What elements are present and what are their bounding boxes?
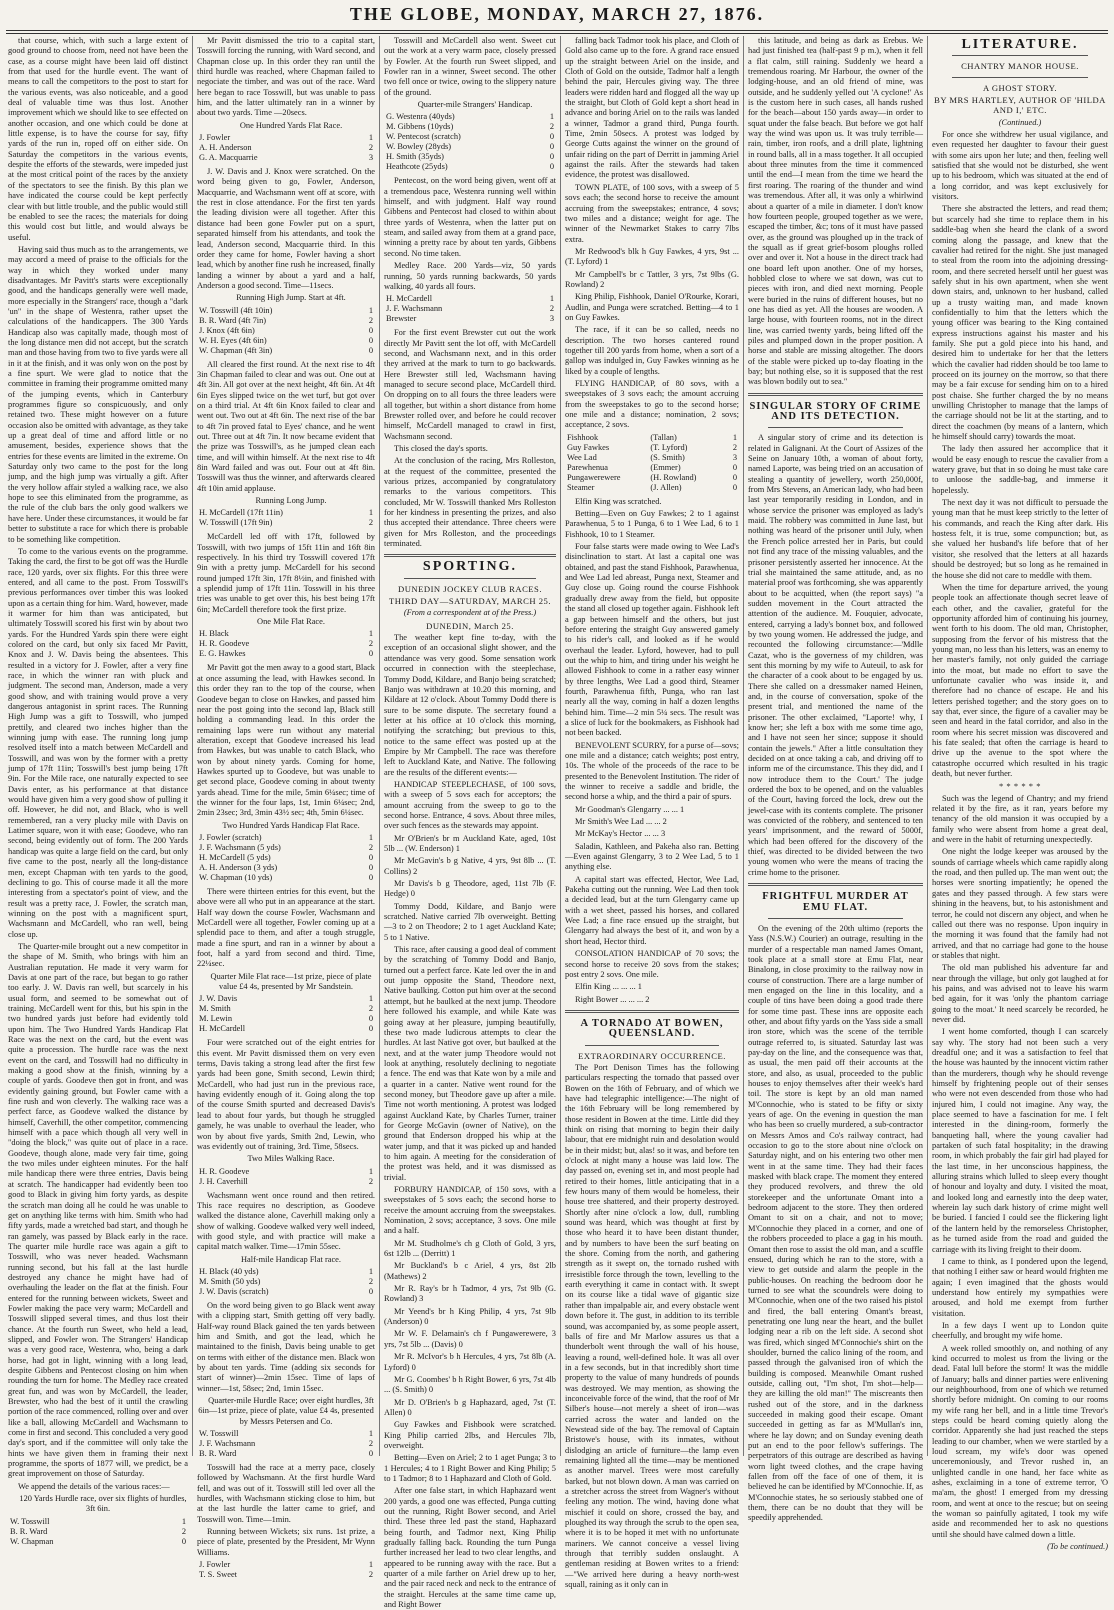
result-row bbox=[197, 994, 375, 1004]
article-paragraph: falling back Tadmor took his place, and Cloth of Gold also came up to the fore. A grand race ensued up the straight between Ariel on the inside, and Cloth of Gold on the outside, Tadmor half a length behind the pair, Hercules giving way. The three leaders were ridden hard and flogged all the way up the straight, but Cloth of Gold kept a short head in advance and boring Ariel on to the rails was landed a winner, Tadmor a grand third, Punga fourth. Time, 2min 50secs. A protest was lodged by George Cutts against the winner on the ground of unfair riding on the part of Derritt in jamming Ariel against the rails. After the stewards had taken evidence, the protest was disallowed. bbox=[565, 36, 739, 180]
placing: 2 bbox=[181, 1526, 186, 1536]
article-paragraph: Four were scratched out of the eight entries for this event. Mr Pavitt dismissed them on very even terms, Davis taking a strong lead after the first few yards had been gone, Smith second, Lewin third; McCardell, who had just run in the previous race, having evidently enough of it. Going along the top of the course Smith spurted and decreased Davis's lead to about four yards, but though he struggled gamely, he was unable to overhaul the leader, who won by about five yards, Smith 2nd, Lewin, who was evidently out of training, 3rd. Time, 58secs. bbox=[197, 1038, 375, 1151]
rider: (Tallan) bbox=[650, 432, 677, 442]
result-row bbox=[197, 1429, 375, 1439]
article-paragraph: FLYING HANDICAP, of 80 sovs, with a sweepstakes of 3 sovs each; the amount accruing from the sweepstakes to go to the second horse; one mile and a distance; nomination, 2 sovs; acceptance, 2 sovs. bbox=[565, 379, 739, 430]
section-heading: SPORTING. bbox=[422, 559, 518, 575]
article-paragraph: The weather kept fine to-day, with the exception of an occasional slight shower, and the attendance was very good. Some sensation work occurred in connection with the steeplechase, Tommy Dodd, Kildare, and Banjo being scratched; Banjo was withdrawn at 10.20 this morning, and Kildare at 12 o'clock. About Tommy Dodd there is sure to be some dispute. The secretary found a letter at his office at 10 o'clock this morning, notifying the scratching; but previous to this, notice to the same effect was posted up at the Empire by Mr Campbell. The race was therefore left to Auckland Kate, and Native. The following are the results of the different events:— bbox=[384, 633, 556, 777]
placing: 0 bbox=[732, 472, 737, 482]
article-subheading: THIRD DAY—SATURDAY, MARCH 25. bbox=[389, 596, 551, 607]
article-paragraph: Wachsmann went once round and then retired. This race requires no description, as Goodeve walked the distance alone, Caverhill making only a show of walking. Goodeve walked very well indeed, with good style, and with practice will make a capital match walker. Time—17min 55sec. bbox=[197, 1190, 375, 1252]
results-table bbox=[384, 112, 556, 172]
result-row bbox=[197, 853, 375, 863]
article-paragraph: One night the lodge keeper was aroused by the sounds of carriage wheels which came rapidly along the road, and then pulled up. The man went out; the horses were snorting impatiently; he opened the gates and they passed through. A few stars were shining in the heavens, but, to his astonishment and terror, he could not discern any object, and when he called out there was no response. Upon inquiry in the morning it was found that the family had not arrived, and that no carriage had gone to the house or stables that night. bbox=[932, 847, 1108, 960]
divider bbox=[585, 1045, 719, 1046]
column-divider bbox=[192, 36, 193, 1456]
entrant-name: Parewhenua bbox=[567, 462, 608, 472]
placing: 2 bbox=[368, 315, 373, 325]
entrant-name: J. Knox (4ft 6in) bbox=[199, 325, 255, 335]
placing: 0 bbox=[368, 872, 373, 882]
divider bbox=[404, 578, 536, 579]
article-paragraph: J. W. Davis and J. Knox were scratched. On the word being given to go, Fowler, Anderson, Macquarrie, and Wachsmann went off at score, with the rest in close attendance. For the first ten yards the leading division were all together. After this distance had been gone Fowler put on a spurt, separated himself from his attendants, and took the lead, Anderson second, Macquarrie third. In this order they came for home, Fowler having a short lead, which by another fine rush he increased, finally landing a winner by about a yard and a half, Anderson a good second. Time—11secs. bbox=[197, 167, 375, 290]
article-subheading: EXTRAORDINARY OCCURRENCE. bbox=[578, 1050, 726, 1061]
race-title: Running Long Jump. bbox=[255, 496, 327, 506]
race-title: One Mile Flat Race. bbox=[257, 617, 325, 627]
result-row bbox=[197, 1570, 375, 1580]
placing: 3 bbox=[549, 314, 554, 324]
entrant-name: T. S. Sweet bbox=[199, 1570, 237, 1580]
entrant-name: M. Smith bbox=[199, 1004, 231, 1014]
article-paragraph: We append the details of the various races:— bbox=[18, 1481, 170, 1491]
entrant-name: M. Gibbens (10yds) bbox=[386, 122, 454, 132]
rider: (S. Smith) bbox=[650, 452, 685, 462]
placing: 0 bbox=[368, 649, 373, 659]
article-paragraph: For once she withdrew her usual vigilance, and even requested her daughter to favour their guest with some airs upon her lute; and then, feeling well satisfied that she would not be disturbed, she went up to his bedroom, which was situated at the end of a long corridor, and was kept exclusively for visitors. bbox=[932, 130, 1108, 202]
race-title: Running High Jump. Start at 4ft. bbox=[236, 293, 346, 303]
entrant-name: W. Tosswill (4ft 10in) bbox=[199, 305, 273, 315]
entrant-name: J. Fowler (scratch) bbox=[199, 832, 262, 842]
result-row bbox=[197, 1439, 375, 1449]
placing: 2 bbox=[368, 1176, 373, 1186]
entrant-name: H. R. Goodeve bbox=[199, 1166, 250, 1176]
article-paragraph: This closed the day's sports. bbox=[394, 443, 488, 453]
result-row bbox=[197, 843, 375, 853]
entrant-name: A. H. Anderson (3 yds) bbox=[199, 862, 278, 872]
result-row bbox=[197, 326, 375, 336]
entry-line: Elfin King ... ... ... 1 bbox=[575, 982, 642, 992]
placing: 0 bbox=[368, 325, 373, 335]
article-paragraph: The lady then assured her accomplice that it would be easy enough to rescue the cavalier from a watery grave, but that in so doing he must take care to unloose the saddle-bag, and immerse it hopelessly. bbox=[932, 444, 1108, 495]
result-row bbox=[384, 142, 556, 152]
entrant-name: Guy Fawkes bbox=[567, 442, 610, 452]
article-paragraph: Having said thus much as to the arrangements, we may accord a meed of praise to the officials for the way in which they worked under many disadvantages. Mr Pavitt's starts were exceptionally good, and the handicaps generally were well made, more especially in the Strangers' race, though a "dark 'un" in the shape of Westenra, rather upset the calculations of the handicappers. The 300 Yards Handicap also was capitally made, though most of the long distance men did not accept, but the scratch man and those having from two to five yards were all in it at the finish, and it was only won on the post by a fine spurt. We were glad to notice that the committee in framing their programme omitted many of the jumping events, which in Canterbury programmes figure so conspicuously, and only retained two. These might however on a future occasion also be omitted with advantage, as they take up a great deal of time and afford little or no amusement, besides, experience shows that the entries for these events are limited in the extreme. On Saturday only two came to the post for the long jump, and the high jump was virtually a gift. After the very hollow affair styled a walking race, we also hope to see this eliminated from the programme, as the rule of the club bars the only good walkers we have here. Under these circumstances, it would be far better to substitute a race for which there is probable to be something like competition. bbox=[8, 244, 188, 544]
placing: 3 bbox=[732, 452, 737, 462]
entry-line: Mr R. McIvor's b h Hercules, 4 yrs, 7st 8lb (A. Lyford) 0 bbox=[384, 1352, 556, 1372]
results-table bbox=[384, 294, 556, 324]
section-divider bbox=[748, 883, 923, 886]
article-paragraph: A week rolled smoothly on, and nothing of any kind occurred to molest us from the living or the dead. Fatal lull before the storm! It was the middle of January; balls and dinner parties were enlivening our neighbourhood, from one of which we returned shortly before midnight. On coming to our rooms my wife rang her bell, and in a little time Trevor's steps could be heard coming quietly along the corridor. Apparently she had just reached the steps leading to our chamber, when we were startled by a loud scream, my wife's door was opened unceremoniously, and Trevor rushed in, an unlighted candle in one hand, her face white as ashes, exclaiming in a tone of extreme terror, 'O ma'am, the ghost! I emerged from my dressing room, and went at once to the rescue; but on seeing the woman so painfully agitated, I took my wife aside and recommended her to ask no questions until she should have calmed down a little. bbox=[932, 1343, 1108, 1539]
result-row bbox=[197, 1560, 375, 1570]
entrant-name: Brewster bbox=[386, 314, 417, 324]
column-6 bbox=[932, 36, 1108, 1552]
placing: 0 bbox=[549, 132, 554, 142]
result-row bbox=[197, 1449, 375, 1459]
placing: 1 bbox=[549, 294, 554, 304]
article-paragraph: Saladin, Kathleen, and Pakeha also ran. Betting—Even against Glengarry, 3 to 2 Wee Lad, 5 to 1 anything else. bbox=[565, 841, 739, 872]
result-row bbox=[384, 112, 556, 122]
placing: 0 bbox=[368, 1286, 373, 1296]
article-paragraph: Tommy Dodd, Kildare, and Banjo were scratched. Native carried 7lb overweight. Betting—3 to 2 on Theodore; 2 to 1 aget Auckland Kate; 5 to 1 Native. bbox=[384, 901, 556, 942]
article-paragraph: On the word being given to go Black went away with a clipping start, Smith getting off very badly. Half-way round Black gained the ten yards between him and Smith, and got the lead, which he maintained to the finish, Davis being unable to get on terms with either of the distance men. Black won by about ten yards. Time (adding six seconds for start of winner)—2min 15sec. Time of laps of winner—1st, 58sec; 2nd, 1min 15sec. bbox=[197, 1300, 375, 1393]
section-divider bbox=[384, 554, 556, 557]
entrant-name: J. F. Wachsmann bbox=[199, 1439, 256, 1449]
article-paragraph: I came to think, as I pondered upon the legend, that nothing I either saw or heard would frighten me again; I even imagined that the ghosts would understand how entirely my sympathies were aroused, and hold me exempt from further visitation. bbox=[932, 1256, 1108, 1318]
article-paragraph: Medley Race. 200 Yards—viz, 50 yards running, 50 yards running backwards, 50 yards walking, 40 yards all fours. bbox=[384, 261, 556, 291]
placing: 0 bbox=[368, 1449, 373, 1459]
entrant-name: W. Chapman (4ft 3in) bbox=[199, 345, 273, 355]
placing: 1 bbox=[368, 1266, 373, 1276]
result-row bbox=[384, 152, 556, 162]
article-paragraph: CONSOLATION HANDICAP of 70 sovs; the second horse to receive 20 sovs from the stakes; post entry 2 sovs. One mile. bbox=[565, 949, 739, 979]
masthead-rule-2 bbox=[6, 33, 1108, 34]
article-paragraph: When the time for departure arrived, the young people took an affectionate though secret leave of each other, and the cavalier, grateful for the opportunity afforded him of continuing his journey, went forth to his doom. The old man, Christopher, supposing from the fervor of his mistress that the young man, no less than his letters, was an enemy to her master's family, not only guided the carriage into the moat, but made no effort to save the unfortunate cavalier who was inside it, and therefore had no chance of escape. He and his letters perished together; and the story goes on to say that, ever since, the figure of a cavalier may be seen and heard in the fatal corridor, and also in the room where his secret mission was discovered and his fate sealed; that often the carriage is heard to drive up the avenue to the spot where the catastrophe occurred which resulted in his tragic death, but never further. bbox=[932, 582, 1108, 779]
result-row bbox=[384, 304, 556, 314]
entrant-name: H. McCardell bbox=[386, 294, 433, 304]
race-title: Two Hundred Yards Handicap Flat Race. bbox=[222, 820, 360, 830]
article-paragraph: McCardell led off with 17ft, followed by Tosswill, with two jumps of 15ft 11in and 16ft 8in respectively. In his third try Tosswill covered 17ft 9in with a pretty jump. McCardell for his second round jumped 17ft 3in, 17ft 8½in, and finished with a splendid jump of 17ft 11in. Tosswill in his three tries was unable to get over this, his best being 17ft 6in; McCardell therefore took the first prize. bbox=[197, 532, 375, 614]
article-paragraph: King Philip, Fishhook, Daniel O'Rourke, Korari, Audlin, and Punga were scratched. Betting—4 to 1 on Guy Fawkes. bbox=[565, 292, 739, 322]
article-paragraph: Elfin King was scratched. bbox=[575, 496, 662, 506]
result-row bbox=[197, 508, 375, 518]
entrant-name: W. Pentecost (scratch) bbox=[386, 132, 461, 142]
rider: (J. Allen) bbox=[650, 482, 682, 492]
entrant-name: B. R. Ward bbox=[10, 1526, 48, 1536]
entrant-name: W. Tosswill bbox=[10, 1516, 50, 1526]
race-title: Quarter-mile Hurdle Race; over eight hurdles, 3ft 6in—1st prize, piece of plate, value £4 4s, presented by Messrs Petersen and Co. bbox=[198, 1396, 374, 1426]
placing: 2 bbox=[368, 1276, 373, 1286]
entry-line: Mr D. O'Brien's b g Haphazard, aged, 7st (T. Allen) 0 bbox=[384, 1397, 556, 1417]
placing: 1 bbox=[549, 112, 554, 122]
result-row bbox=[565, 473, 739, 483]
entry-line: Mr Goodman's Glengarry ... ... 1 bbox=[575, 804, 685, 814]
article-paragraph: this latitude, and being as dark as Erebus. We had just finished tea (half-past 9 p m.), when it fell a flat calm, still raining. Suddenly we heard a tremendous roaring. Mr Harbour, the owner of the lodging-house, and an old friend of mine, was outside, and he suddenly yelled out 'A cyclone!' As is the custom here in such cases, all hands rushed for the beach—about 150 yards away—in order to squat under the false beach. But before we got half way the wind was upon us. It was truly terrible—rain, timber, iron roofs, and a drill plate, lightning in round balls, all in a mass together. It all occupied about three minutes from the time it commenced until the end—I mean from the time we heard the first roaring. The roaring of the thunder and wind was tremendous. After all, it was only a whirlwind about a quarter of a mile in diameter. I don't know how fourteen people, grouped together as we were, escaped the timber, &c; tons of it must have passed over, as the ground was ploughed up in the track of the squall as if great grief-bosom ploughs rolled over and over it. Not a house in the direct track had one board left upon another. One of my horses, hobbled close to where we sat down, was cut to pieces with iron, and died next morning. People were buried in the ruins of different houses, but no one has died as yet. All the houses are wooden. A large house, with fourteen rooms, not in the direct line, was carried twenty yards, being lifted off the piles and plumped down in the proper position. A horse and stable are missing altogether. The doors of the stable were picked up to-day floating in the bay; but nothing else, so it is supposed that the rest was blown bodily out to sea." bbox=[748, 36, 923, 387]
entrant-name: E. G. Hawkes bbox=[199, 649, 246, 659]
placing: 0 bbox=[181, 1536, 186, 1546]
rider: (H. Rowland) bbox=[650, 472, 697, 482]
result-row bbox=[197, 1024, 375, 1034]
results-table bbox=[197, 508, 375, 528]
result-row bbox=[197, 153, 375, 163]
entry-line: Mr W. F. Delamain's ch f Pungawerewere, 3 yrs, 7st 5lb ... (Davis) 0 bbox=[384, 1329, 556, 1349]
placing: 2 bbox=[368, 639, 373, 649]
entrant-name: M. Lewin bbox=[199, 1014, 233, 1024]
placing: 0 bbox=[549, 142, 554, 152]
entrant-name: Steamer bbox=[567, 482, 595, 492]
placing: 0 bbox=[368, 1014, 373, 1024]
placing: 1 bbox=[732, 432, 737, 442]
article-paragraph: There were thirteen entries for this event, but the above were all who put in an appearance at the start. Half way down the course Fowler, Wachsmann and McCardell were all together, Fowler coming up at a splendid pace to them, and after a tough struggle, made a fine spurt, and ran in a winner by about a foot, half a yard from second and third. Time, 22¼sec. bbox=[197, 886, 375, 969]
result-row bbox=[197, 629, 375, 639]
column-divider bbox=[379, 36, 380, 1456]
article-paragraph: For the first event Brewster cut out the work directly Mr Pavitt sent the lot off, with McCardell second, and Wachsmann next, and in this order they arrived at the mark to turn to go backwards. Here Brewster still led, Wachsmann having managed to secure second place, McCardell third. On dropping on to all fours the three leaders were all together, but within a short distance from home Brewster rolled over, and before he could recover himself, McCardell managed to crawl in first, Wachsmann second. bbox=[384, 328, 556, 441]
results-table bbox=[565, 433, 739, 493]
entry-line: Mr Redwood's blk h Guy Fawkes, 4 yrs, 9st ... (T. Lyford) 1 bbox=[565, 246, 739, 267]
results-table bbox=[197, 1267, 375, 1297]
divider bbox=[768, 918, 903, 919]
story-kind: A GHOST STORY. bbox=[982, 82, 1058, 93]
article-heading: FRIGHTFUL MURDER AT EMU FLAT. bbox=[762, 891, 909, 913]
placing: 2 bbox=[368, 518, 373, 528]
entry-line: Mr Yeend's br h King Philip, 4 yrs, 7st 9lb (Anderson) 0 bbox=[384, 1306, 556, 1327]
rider: (Emmer) bbox=[650, 462, 681, 472]
column-divider bbox=[927, 36, 928, 1456]
entrant-name: G. A. Macquarrie bbox=[199, 153, 258, 163]
entry-line: Mr G. Coombes' b h Right Bower, 6 yrs, 7st 4lb ... (S. Smith) 0 bbox=[384, 1374, 556, 1395]
placing: 1 bbox=[368, 133, 373, 143]
result-row bbox=[8, 1517, 188, 1527]
entrant-name: J. F. Wachsmann bbox=[386, 304, 443, 314]
results-table bbox=[197, 1167, 375, 1187]
result-row bbox=[8, 1537, 188, 1547]
article-heading: SINGULAR STORY OF CRIME AND ITS DETECTION. bbox=[749, 400, 922, 423]
article-paragraph: BENEVOLENT SCURRY, for a purse of—sovs; one mile and a distance; catch weights; post entry, 10s. The whole of the proceeds of the race to be presented to the Benevolent Institution. The rider of the winner to receive a saddle and bridle, the second horse a whip, and the third a pair of spurs. bbox=[565, 740, 739, 802]
column-1 bbox=[8, 36, 188, 1546]
article-paragraph: HANDICAP STEEPLECHASE, of 100 sovs, with a sweep of 5 sovs each for acceptors; the amount accruing from the sweep to go to the second horse. Entrance, 4 sovs. About three miles, over such fences as the stewards may appoint. bbox=[384, 779, 556, 831]
article-paragraph: All cleared the first round. At the next rise to 4ft 3in Chapman failed to clear and was out. One out at 4ft 3in. All got over at the next height, 4ft 6in. At 4ft 6in Eyes slipped twice on the wet turf, but got over on a third trial. At 4ft 6in Knox failed to clear and went out. Two out at 4ft 6in. The next rise of the bar to 4ft 7in proved fatal to Eyes' chance, and he went out. Three out at 4ft 7in. It now became evident that the prize was Tosswill's, as he jumped clean each time, and will within himself. At the next rise to 4ft 8in Ward failed and was out. Four out at 4ft 8in. Tosswill was thus the winner, and afterwards cleared 4ft 10in amid applause. bbox=[197, 359, 375, 493]
entry-line: Mr Campbell's br c Tattler, 3 yrs, 7st 9lbs (G. Rowland) 2 bbox=[565, 269, 739, 289]
article-paragraph: There she abstracted the letters, and read them; but scarcely had she time to replace them in his saddle-bag when she heard the clank of a sword coming along the passage, and knew that the cavalier had retired for the night. She just managed to steal from the room into the adjoining dressing-room, and there secreted herself until her guest was safely shut in his own apartment, when she went down stairs, and, unknown to her husband, called up a trusty waiting man, and made known confidentially to him that the letters which the young officer was bearing to the King contained express instructions against his master and his family. She put a gold piece into his hand, and desired him to undertake for her that the letters which the cavalier had ridden should be too lame to proceed on its journey on the morrow, so that there may be a fair excuse for sending him on to a hired post chaise. She further charged the by no means unwilling Christopher to manage that the lamps of the carriage should not be lit at the starting, and to direct the coachmen (by means of a lantern, which he himself should carry) towards the moat. bbox=[932, 204, 1108, 442]
placing: 1 bbox=[368, 832, 373, 842]
entry-line: Mr M. Studholme's ch g Cloth of Gold, 3 yrs, 6st 12lb ... (Derritt) 1 bbox=[384, 1238, 556, 1259]
article-paragraph: The race, if it can be so called, needs no description. The two horses cantered round together till 200 yards from home, when a sort of a gallop was indulged in, Guy Fawkes winning as he liked by a couple of lengths. bbox=[565, 325, 739, 376]
result-row bbox=[197, 863, 375, 873]
race-title: Quarter-mile Strangers' Handicap. bbox=[417, 100, 533, 110]
section-break: * * * * * * bbox=[998, 781, 1042, 792]
column-3 bbox=[384, 36, 556, 1610]
entrant-name: H. Black bbox=[199, 629, 229, 639]
race-title: Quarter Mile Flat race—1st prize, piece of plate value £4 4s, presented by Mr Sandstein. bbox=[210, 971, 372, 992]
result-row bbox=[384, 122, 556, 132]
entrant-name: W. Tosswill bbox=[199, 1429, 239, 1439]
entrant-name: W. Bowley (28yds) bbox=[386, 142, 452, 152]
results-table bbox=[197, 833, 375, 883]
placing: 1 bbox=[368, 305, 373, 315]
article-heading: DUNEDIN JOCKEY CLUB RACES. bbox=[398, 583, 542, 594]
article-paragraph: The Quarter-mile brought out a new competitor in the shape of M. Smith, who brings with him an Australian reputation. He made it very warm for Davis at one part of the race, but began to go rather too early. J. W. Davis ran well, but scarcely in his usual form, and seemed to be somewhat out of training. McCardell went for this, but his spin in the two hundred yards just before had evidently told upon him. The Two Hundred Yards Handicap Flat Race was the next on the card, but the event was quite a procession. The hurdle race was the next event on the card, and Tosswill had no difficulty in making a good show at the finish, winning by a couple of yards. Goodeve then got in front, and was evidently gaining ground, but Fowler came with a fine rush and won cleverly. The walking race was a perfect farce, as Goodeve walked the distance by himself, Caverhill, the other competitor, commencing himself with a pace which though all very well in "doing the block," was quite out of place in a race. Goodeve, though alone, made very fair time, going the two miles under eighteen minutes. For the half mile handicap there were three entries, Davis being at scratch. The handicapper had evidently been too good to Black in giving him forty yards, as despite the scratch man doing all he could he was unable to get on anything like terms with him. Smith who had fifty yards, made a wretched bad start, and though he ran gamely, was passed by Black early in the race. The quarter mile hurdle race was again a gift to Tosswill, who was never headed. Wachsmann running second, but his fall at the last hurdle destroyed any chance he might have had of overhauling the leader on the flat at the finish. Four entered for the running between wickets, Sweet and Fowler making the pace very warm; McCardell and Tosswill slipped several times, and thus lost their chance. At the fourth run Sweet, who held a lead, slipped, and Fowler won. The Strangers' Handicap was a very good race, Westenra, who, being a dark horse, had got in light, winning with a long lead, despite Gibbens and Pentecost closing on him when rounding the turn for home. The Medley race created great fun, and was won by McCardell, the leader, Brewster, who had the best of it until the crawling portion of the race commenced, rolling over and over like a ball, allowing McCardell and Wachsmann to come in first and second. This concluded a very good day's sport, and if the committee will only take the hints we have given them in framing their next programme, the sports of 1877 will, we predict, be a great improvement on those of Saturday. bbox=[8, 941, 188, 1479]
results-table bbox=[197, 306, 375, 356]
story-title: CHANTRY MANOR HOUSE. bbox=[961, 61, 1079, 72]
entrant-name: A. H. Anderson bbox=[199, 143, 252, 153]
article-paragraph: To come to the various events on the programme. Taking the card, the first to be got off was the Hurdle race, 120 yards, over six flights. For this three were entered, and all came to the post. From Tosswill's previous performances over timber this was looked upon as a certain thing for him. Ward, however, made it warmer for him than was anticipated, but ultimately Tosswill scored his first win by about two yards. For the Hundred Yards spin there were eight colored on the card, but only six faced Mr Pavitt, Knox and J. W. Davis being the absentees. This resulted in a victory for J. Fowler, after a very fine race, in which the winner ran with pluck and judgment. The second man, Anderson, made a very good show, and with training would prove a very dangerous antagonist in sprint races. The Running High Jump was a gift to Tosswill, who jumped prettily, and cleared two inches higher than the winning jump with ease. The running long jump resolved itself into a match between McCardell and Tosswill, and was won by the former with a pretty jump of 17ft 11in; Tosswill's best jump being 17ft 9in. For the Mile race, one naturally expected to see Davis enter, as his performance at that distance would have given him a very good show of pulling it off. However, he did not, and Black, who is well remembered, ran a very plucky mile with Davis on Latimer square, won it with ease; Goodeve, who ran second, being evidently out of form. The 200 Yards handicap was quite a large field on the card, but only five came to the post, nearly all the long-distance men, except Chapman with ten yards to the good, declining to go. This of course made it all the more interesting from a spectator's point of view, and the result was a pretty race, J. Fowler, the scratch man, winning on the post with a magnificent spurt, Wachsmann and McCardell, who ran well, being close up. bbox=[8, 546, 188, 939]
result-row bbox=[565, 463, 739, 473]
placing: 2 bbox=[549, 122, 554, 132]
masthead-rule bbox=[6, 30, 1108, 31]
entrant-name: J. W. Davis bbox=[199, 994, 238, 1004]
story-author: BY MRS HARTLEY, AUTHOR OF 'HILDA AND I,' ETC. bbox=[934, 95, 1106, 116]
placing: 0 bbox=[549, 162, 554, 172]
entrant-name: J. Fowler bbox=[199, 1560, 231, 1570]
placing: 0 bbox=[368, 1024, 373, 1034]
entrant-name: H. Smith (35yds) bbox=[386, 152, 444, 162]
section-divider bbox=[565, 1010, 739, 1013]
placing: 1 bbox=[368, 508, 373, 518]
placing: 1 bbox=[368, 994, 373, 1004]
entrant-name: G. Westenra (40yds) bbox=[386, 112, 455, 122]
result-row bbox=[197, 639, 375, 649]
entrant-name: H. Black (40 yds) bbox=[199, 1266, 259, 1276]
article-paragraph: The Port Denison Times has the following particulars respecting the tornado that passed over Bowen on the 16th of February, and of which we have had telegraphic intelligence:—The night of the 16th February will be long remembered by those resident in Bowen at the time. Little did they think on rising that morning to begin their daily labour, that ere midnight ruin and desolation would be in their midst; but, alas! so it was, and before ten o'clock at night many a house was laid low. The day passed on, evening set in, and most people had retired to their homes, little anticipating that in a few hours many of them would be homeless, their house tree shattered, and their property destroyed. Shortly after nine o'clock a low, dull, rumbling sound was heard, which was thought at first by those who heard it to have been distant thunder, and by numbers to have been the surf beating on the shore. Coming from the north, and gathering strength as it swept on, the tornado rushed with irresistible force through the town, levelling to the earth everything it came in contact with. It swept on its course like a tidal wave of gigantic size rather than impalpable air, and every obstacle went down before it. The gust, in addition to its terrible sound, was accompanied by, as some people assert, balls of fire and Mr Marlow assures us that a thunderbolt went through the wall of his house, leaving a round, well-defined hole. It was all over in a few seconds, but in that incredibly short time property to the value of many hundreds of pounds was destroyed. We may mention, as showing the inconceivable force of the wind, that the roof of Mr Silber's house—not merely a sheet of iron—was carried across the water and landed on the Newstead side of the bay. The removal of Captain Bristowe's house, with its inmates, without dislodging an article of furniture—the lamp even remaining lighted all the time—may be mentioned as another marvel. Trees were most carefully barked, but not blown down. A man was carried on a stretcher across the street from Wagner's without feeling any motion. The wind, having done what mischief it could on shore, crossed the bay, and ploughed its way through the scrub to the open sea, where it is to be hoped it met with no unfortunate mariners. We cannot conceive a vessel living through that terribly sudden onslaught. A gentleman residing at Bowen writes to a friend:—"We arrived here during a heavy north-west squall, raining as it only can in bbox=[565, 1062, 739, 1590]
placing: 1 bbox=[181, 1516, 186, 1526]
article-paragraph: Pentecost, on the word being given, went off at a tremendous pace, Westenra running well within himself, and with judgment. Half way round Gibbens and Pentecost had closed to within about three yards of Westenra, when the latter put on steam, and sailed away from them at a grand pace, winning a pretty race by about ten yards, Gibbens second. No time taken. bbox=[384, 176, 556, 258]
entrant-name: H. McCardell (17ft 11in) bbox=[199, 508, 283, 518]
entrant-name: Heathcote (25yds) bbox=[386, 162, 448, 172]
article-paragraph: Tosswill had the race at a merry pace, closely followed by Wachsmann. At the first hurdle Ward fell, and was out of it. Tosswill still led over all the hurdles, with Wachsmann sticking close to him, but at the last hurdle the latter came to grief, and Tosswill won. Time—1min. bbox=[197, 1463, 375, 1524]
entry-line: Mr Buckland's b c Ariel, 4 yrs, 8st 2lb (Mathews) 2 bbox=[384, 1261, 556, 1281]
result-row bbox=[197, 1167, 375, 1177]
result-row bbox=[197, 1014, 375, 1024]
divider bbox=[952, 77, 1088, 78]
result-row bbox=[197, 336, 375, 346]
article-paragraph: This race, after causing a good deal of comment by the scratching of Tommy Dodd and Banjo, turned out a perfect farce. Kate led over the in and out jump opposite the Stand, Theodore next, Native baulking. Cotton put him over at the second attempt, but he baulked at the next jump. Theodore here followed his example, and while Kate was going away at her pleasure, jumping beautifully, these two made ludicrous attempts to clear the hurdles. At last Native got over, but baulked at the next, and at the water jump Theodore would not look at anything, resolutely declining to negotiate a fence. The end was that Kate won by a mile and a quarter in a canter. Native went round for the second money, but Theodore gave up after a mile. Time not worth mentioning. A protest was lodged against Auckland Kate, by Charles Turner, trainer for George McGavin (owner of Native), on the ground that Enderson dropped his whip at the water jump, and that it was picked up and handed to him again. A meeting for the consideration of the protest was held, and it was dismissed as trivial. bbox=[384, 945, 556, 1182]
placing: 2 bbox=[549, 304, 554, 314]
entrant-name: H. McCardell (5 yds) bbox=[199, 852, 271, 862]
entrant-name: B. R. Ward (4ft 7in) bbox=[199, 315, 267, 325]
entrant-name: W. Chapman (10 yds) bbox=[199, 872, 273, 882]
to-be-continued: (To be continued.) bbox=[1047, 1542, 1108, 1552]
entrant-name: H. R. Goodeve bbox=[199, 639, 250, 649]
article-paragraph: Mr Pavitt dismissed the trio to a capital start, Tosswill forcing the running, with Ward second, and Chapman close up. In this order they ran until the third hurdle was reached, where Chapman failed to negociate the timber, and was out of the race. Ward here began to race Tosswill, but was unable to pass him, and the latter ultimately ran in a winner by about two yards. Time —20secs. bbox=[197, 36, 375, 118]
placing: 2 bbox=[368, 143, 373, 153]
result-row bbox=[197, 133, 375, 143]
race-title: 120 Yards Hurdle race, over six flights of hurdles, 3ft 6in. bbox=[19, 1494, 187, 1514]
entrant-name: J. F. Wachsmann (5 yds) bbox=[199, 842, 281, 852]
article-paragraph: At the conclusion of the racing, Mrs Rolleston, at the request of the committee, presented the various prizes, accompanied by congratulatory remarks to the various competitors. This concluded, Mr W. Tosswill thanked Mrs Rolleston for her kindness in presenting the prizes, and also thus accepted their attendance. Three cheers were given for Mrs Rolleston, and the proceedings terminated. bbox=[384, 456, 556, 549]
article-paragraph: A capital start was effected, Hector, Wee Lad, Pakeha cutting out the running. Wee Lad then took a decided lead, but at the turn Glengarry came up with a wet sheet, passed his horses, and collared Wee Lad; a fine race ensued up the straight, but Glengarry had always the best of it, and won by a short head, Hector third. bbox=[565, 874, 739, 946]
result-row bbox=[197, 1177, 375, 1187]
result-row bbox=[565, 433, 739, 443]
article-paragraph: Such was the legend of Chantry; and my friend related it by the fire, as it ran, years before my tenancy of the old mansion it was occupied by a family who were absent from home a great deal, and were in the habit of returning unexpectedly. bbox=[932, 793, 1108, 845]
article-paragraph: FORBURY HANDICAP, of 150 sovs, with a sweepstakes of 5 sovs each; the second horse to receive the amount accruing from the sweepstakes. Nomination, 2 sovs; acceptance, 3 sovs. One mile and a half. bbox=[384, 1185, 556, 1236]
placing: 0 bbox=[368, 335, 373, 345]
article-paragraph: Guy Fawkes and Fishbook were scratched. King Philip carried 2lbs, and Hercules 7lb, overweight. bbox=[384, 1420, 556, 1450]
placing: 1 bbox=[368, 629, 373, 639]
result-row bbox=[565, 483, 739, 493]
placing: 0 bbox=[368, 345, 373, 355]
column-divider bbox=[560, 36, 561, 1456]
dateline: DUNEDIN, March 25. bbox=[426, 620, 514, 631]
placing: 2 bbox=[368, 842, 373, 852]
placing: 0 bbox=[368, 852, 373, 862]
article-paragraph: After one false start, in which Haphazard went 200 yards, a good one was effected, Punga cutting out the running, Right Bower second, and Ariel third. These three led past the stand, Haphazard being fourth, and Tadmor next, King Philip gradually falling back. Rounding the turn Punga further increased her lead to two clear lengths, and appeared to be running away with the race. But a quarter of a mile farther on Ariel drew up to her, and the pair raced neck and neck to the entrance of the straight. Hercules at the same time came up, and Right Bower bbox=[384, 1486, 556, 1610]
result-row bbox=[197, 306, 375, 316]
entrant-name: H. McCardell bbox=[199, 1024, 246, 1034]
entrant-name: J. W. Davis (scratch) bbox=[199, 1286, 269, 1296]
result-row bbox=[384, 162, 556, 172]
article-paragraph: Betting—Even on Ariel; 2 to 1 aget Punga; 3 to 1 Hercules; 4 to 1 Right Bower and King Philip; 5 to 1 Tadmor; 8 to 1 Haphazard and Cloth of Gold. bbox=[384, 1453, 556, 1483]
placing: 0 bbox=[732, 462, 737, 472]
article-paragraph: Four false starts were made owing to Wee Lad's disinclination to start. At last a capital one was obtained, and past the stand Fishhook, Parawhenua, and Wee Lad led abreast, Punga next, Steamer and Guy close up. Going round the course Fishhook gradually drew away from the field, but opposite the stand all closed up together again. Fishhook left a gap between himself and the others, but just before entering the straight Guy answered gamely to his rider's call, and looked as if he would overhaul the leader. Lyford, however, had to pull out the whip to him, and tiring under his weight he allowed Fishhook to come in a rather easy winner by three lengths, Wee Lad a good third, Steamer fourth, Parawhenua fifth, Punga, who ran last nearly all the way, coming in half a dozen lengths behind him. Time—2 min 5¼ secs. The result was a slice of luck for the bookmakers, as Fishhook had not been backed. bbox=[565, 542, 739, 738]
entry-line: Right Bower ... ... ... 2 bbox=[575, 994, 650, 1004]
result-row bbox=[384, 314, 556, 324]
results-table bbox=[197, 133, 375, 163]
result-row bbox=[197, 649, 375, 659]
result-row bbox=[197, 518, 375, 528]
placing: 2 bbox=[368, 1570, 373, 1580]
entrant-name: Wee Lad bbox=[567, 452, 597, 462]
article-paragraph: I went home comforted, though I can scarcely say why. The story had not been such a very dreadful one; and it was a satisfaction to feel that the house was haunted by the innocent victim rather than the murderers, though why he should revenge himself by frightening people out of their senses who were not even descended from those who had injured him, I could not imagine. Any way, the place seemed to have a fascination for me. I felt interested in the dining-room, formerly the banqueting hall, where the young cavalier had partaken of such fatal hospitality; in the drawing room, in which probably the fair girl had played for the last time, in her unconscious happiness, the alluring strains which lulled to sleep every thought of honour and loyalty and duty. I visited the moat, and looked long and earnestly into the deep water, wherein lay such dark history of crime might well be buried. I fancied I could see the flickering light of the lantern held by the remorseless Christopher, as he turned aside from the road and guided the carriage with its living freight to their doom. bbox=[932, 1027, 1108, 1254]
entry-line: Mr McKay's Hector ... ... 3 bbox=[575, 829, 666, 839]
placing: 0 bbox=[549, 152, 554, 162]
result-row bbox=[197, 1004, 375, 1014]
article-paragraph: Tosswill and McCardell also went. Sweet cut out the work at a very warm pace, closely pressed by Fowler. At the fourth run Sweet slipped, and Fowler ran in a winner, Sweet second. The other two fell once or twice, owing to the slippery nature of the ground. bbox=[384, 36, 556, 97]
results-table bbox=[197, 629, 375, 659]
result-row bbox=[565, 453, 739, 463]
section-divider bbox=[748, 393, 923, 396]
placing: 2 bbox=[368, 1439, 373, 1449]
result-row bbox=[197, 346, 375, 356]
results-table bbox=[197, 1429, 375, 1459]
race-title: Two Miles Walking Race. bbox=[247, 1154, 335, 1164]
entrant-name: M. Smith (50 yds) bbox=[199, 1276, 261, 1286]
section-heading: LITERATURE. bbox=[961, 37, 1079, 52]
entry-line: Mr O'Brien's br m Auckland Kate, aged, 10st 5lb ... (W. Enderson) 1 bbox=[384, 833, 556, 853]
result-row bbox=[384, 294, 556, 304]
entrant-name: B. R. Ward bbox=[199, 1449, 237, 1459]
column-4 bbox=[565, 36, 739, 1590]
entrant-name: W. Tosswill (17ft 9in) bbox=[199, 518, 273, 528]
result-row bbox=[197, 1287, 375, 1297]
race-title: Half-mile Handicap Flat race. bbox=[241, 1254, 341, 1264]
article-paragraph: The old man published his adventure far and near through the village, but only got laughed at for his pains, and was advised not to leave his warm bed again, for it was 'only the phantom carriage going to the moat.' It need scarcely be recorded, he never did. bbox=[932, 963, 1108, 1024]
article-paragraph: TOWN PLATE, of 100 sovs, with a sweep of 5 sovs each; the second horse to receive the amount accruing from the sweepstakes; entrance, 4 sovs; two miles and a distance; weight for age. The winner of the Newmarket Stakes to carry 7lbs extra. bbox=[565, 182, 739, 244]
entry-line: Mr Smith's Wee Lad ... ... 2 bbox=[575, 817, 667, 827]
article-paragraph: On the evening of the 20th ultimo (reports the Yass (N.S.W.) Courier) an outrage, resulting in the murder of a respectable man named James Omant, took place at a small store at Emu Flat, near Binalong, in close proximity to the railway now in course of construction. There are a large number of men engaged on the line in this locality, and a couple of tins have been doing a good trade there for some time past. These inns are opposite each other, and about fifty yards on the Yass side a small iron store, which was the scene of the terrible outrage referred to, is situated. Saturday last was pay-day on the line, and the consequence was that, as usual, the men paid off their accounts at the store, and also, as usual, proceeded to the public houses to enjoy themselves after their week's hard toil. The store is kept by an old man named M'Connochie, who is stated to be fifty or sixty years of age. On the evening in question the man who has been so cruelly murdered, a sub-contractor on Messrs Amos and Co's railway contract, had occasion to go to the store about nine o'clock on Saturday night, and on his entering two other men went in at the same time. They had their faces masked with black crape. The moment they entered they produced revolvers, and threw the old storekeeper and the unfortunate Omant into a bedroom adjacent to the store. They then ordered Omant to sit on a chair, and not to move; M'Connochie they placed in a corner, and one of the robbers proceeded to place a gag in his mouth. Omant then rose to assist the old man, and a scuffle ensued, during which he ran to the store, with a view to get outside and alarm the people in the public-houses. On reaching the bedroom door he turned to see what the scoundrels were doing to M'Connochie, when one of the two raised his pistol and fired, the ball entering Omant's breast, penetrating one lung near the heart, and the bullet lodging near a rib on the left side. A second shot was fired, which singed M'Connochie's shirt on the shoulder, burned the calico lining of the room, and passed through the galvanised iron of which the building is composed. Meanwhile Omant rushed outside, calling out, "I'm shot, I'm shot—help—they are killing the old man!" The miscreants then rushed out of the store, and in the darkness succeeded in making good their escape. Omant succeeded in getting as far as M'Mullan's inn, where he lay down; and on Sunday evening death put an end to the poor fellow's sufferings. The perpetrators of this outrage are described as having worn light tweed clothes, and the crape having fallen from off the face of one of them, it is believed he can be identified by M'Connochie. If, as M'Connochie states, he so seriously stabbed one of them, there can be no doubt that they will be speedily apprehended. bbox=[748, 923, 923, 1523]
article-heading: A TORNADO AT BOWEN, QUEENSLAND. bbox=[580, 1017, 724, 1040]
entrant-name: W. Chapman bbox=[10, 1536, 54, 1546]
entry-line: Mr Davis's b g Theodore, aged, 11st 7lb (F. Hedge) 0 bbox=[384, 879, 556, 899]
entrant-name: J. H. Caverhill bbox=[199, 1176, 248, 1186]
placing: 2 bbox=[732, 442, 737, 452]
placing: 1 bbox=[368, 1166, 373, 1176]
placing: 3 bbox=[368, 153, 373, 163]
article-source: (From a correspondent at of the Press.) bbox=[403, 608, 537, 618]
results-table bbox=[8, 1517, 188, 1547]
result-row bbox=[197, 833, 375, 843]
entrant-name: Pungawerewere bbox=[567, 472, 621, 482]
column-divider bbox=[743, 36, 744, 1456]
result-row bbox=[197, 873, 375, 883]
entrant-name: J. Fowler bbox=[199, 133, 231, 143]
masthead bbox=[0, 4, 1114, 30]
article-paragraph: A singular story of crime and its detection is related in Galignani. At the Court of Assizes of the Seine on January 10th, a woman of about forty, named Laporte, was being tried on an accusation of stealing a quantity of jewellery, worth 250,000f, from Mrs Stevens, an American lady, who had been last year temporarily residing in London, and in whose service the prisoner was employed as lady's maid. The robbery was committed in June last, but nothing was heard of the prisoner until July, when the French police arrested her in Paris, but could not find any trace of the missing valuables, and the prisoner persistently asserted her innocence. At the trial she maintained the same attitude, and, as no material proof was forthcoming, she was apparently about to be acquitted, when (the report says) "a sudden movement in the Court attracted the attention of the audience. M. Fouquier, advocate, entered, carrying a lady's bonnet box, and followed by two young women. He addressed the judge, and recounted the following circumstance:—'Mdlle Cazat, who is the governess of my children, was sent this morning by my wife to Auteuil, to ask for the character of a cook about to be engaged by us. There she called on a dressmaker named Heinen, and, in the course of conversation, spoke of the present trial, and mentioned the name of the prisoner. The other exclaimed, "Laporte! why, I know her; she left a box with me some time ago, and I have not seen her since; suppose it should contain the jewels." After a little consultation they decided on at once taking a cab, and driving off to inform me of the circumstance. This they did, and I now introduce them to the Court.' The judge ordered the box to be opened, and on the valuables of the Court, having forced the lock, drew out the jewel-case with its contents complete. The prisoner was convicted of the robbery, and sentenced to ten years' imprisonment, and the reward of 5000f, which had been offered for the discovery of the thief, was directed to be divided between the two young women who were the means of tracing the crime home to the prisoner. bbox=[748, 433, 923, 877]
race-title: One Hundred Yards Flat Race. bbox=[239, 120, 343, 130]
rider: (T. Lyford) bbox=[650, 442, 688, 452]
article-paragraph: The next day it was not difficult to persuade the young man that he must keep strictly to the letter of his commands, and reach the King after dark. His hostess felt, it is true, some compunction; but, as she valued her husband's life before that of her visitor, she resolved that the letters at all hazards should be destroyed; but so long as he remained in the house she did not care to meddle with them. bbox=[932, 498, 1108, 580]
result-row bbox=[8, 1527, 188, 1537]
column-5 bbox=[748, 36, 923, 1523]
entrant-name: Fishhook bbox=[567, 432, 599, 442]
placing: 0 bbox=[368, 862, 373, 872]
results-table bbox=[197, 1560, 375, 1580]
column-2 bbox=[197, 36, 375, 1580]
article-paragraph: Mr Pavitt got the men away to a good start, Black at once assuming the lead, with Hawkes second. In this order they ran to the top of the course, when Goodeve began to close on Hawkes, and passed him near the post going into the second lap, Black still holding a commanding lead. In this order the remaining laps were run without any material alteration, except that Goodeve increased his lead from Hawkes, but was unable to catch Black, who won by about ninety yards. Coming for home, Hawkes spurted up to Goodeve, but was unable to get second place, Goodeve coming in about twenty yards ahead. Time for the mile, 5min 6¼sec; time of the winner for the four laps, 1st, 1min 6¼sec; 2nd, 2min 23sec; 3rd, 3min 43½ sec; 4th, 5min 6¼sec. bbox=[197, 663, 375, 818]
entrant-name: W. H. Eyes (4ft 6in) bbox=[199, 335, 267, 345]
placing: 1 bbox=[368, 1429, 373, 1439]
placing: 1 bbox=[368, 1560, 373, 1570]
result-row bbox=[197, 1277, 375, 1287]
result-row bbox=[384, 132, 556, 142]
result-row bbox=[197, 1267, 375, 1277]
results-table bbox=[197, 994, 375, 1034]
divider bbox=[952, 55, 1088, 56]
article-paragraph: Running between Wickets; six runs. 1st prize, a piece of plate, presented by the President, Mr Wynn Williams. bbox=[197, 1527, 375, 1557]
result-row bbox=[197, 316, 375, 326]
continued-note: (Continued.) bbox=[998, 117, 1042, 127]
article-paragraph: that course, which, with such a large extent of good ground to choose from, need not have been the case, as a course might have been laid off distinct from that used for the hurdle event. The want of means to call the competitors to the post to start for the various events, was also noticeable, and a good deal of valuable time was thus lost. Another improvement which we should like to see effected on another occasion, and one which could be done at little expense, is to have the course for say, fifty yards of the run in, roped off on either side. On Saturday the competitors in the various events, despite the efforts of the stewards, were impeded just at the most critical point of the races by the anxiety of the spectators to see the finish. By this plan we have indicated the course could be kept perfectly clear with but little trouble, and the public would still be enabled to see the races; the materials for doing this would cost but little, and would always be useful. bbox=[8, 36, 188, 242]
newspaper-title: THE GLOBE, MONDAY, MARCH 27, 1876. bbox=[349, 4, 765, 24]
entry-line: Mr McGavin's b g Native, 4 yrs, 9st 8lb ... (T. Collins) 2 bbox=[384, 856, 556, 876]
placing: 2 bbox=[368, 1004, 373, 1014]
result-row bbox=[197, 143, 375, 153]
article-paragraph: Betting—Even on Guy Fawkes; 2 to 1 against Parawhenua, 5 to 1 Punga, 6 to 1 Wee Lad, 6 to 1 Fishhook, 10 to 1 Steamer. bbox=[565, 509, 739, 539]
entry-line: Mr R. Ray's br h Tadmor, 4 yrs, 7st 9lb (G. Rowland) 3 bbox=[384, 1284, 556, 1304]
result-row bbox=[565, 443, 739, 453]
placing: 0 bbox=[732, 482, 737, 492]
article-paragraph: In a few days I went up to London quite cheerfully, and brought my wife home. bbox=[932, 1320, 1108, 1341]
divider bbox=[768, 427, 903, 428]
